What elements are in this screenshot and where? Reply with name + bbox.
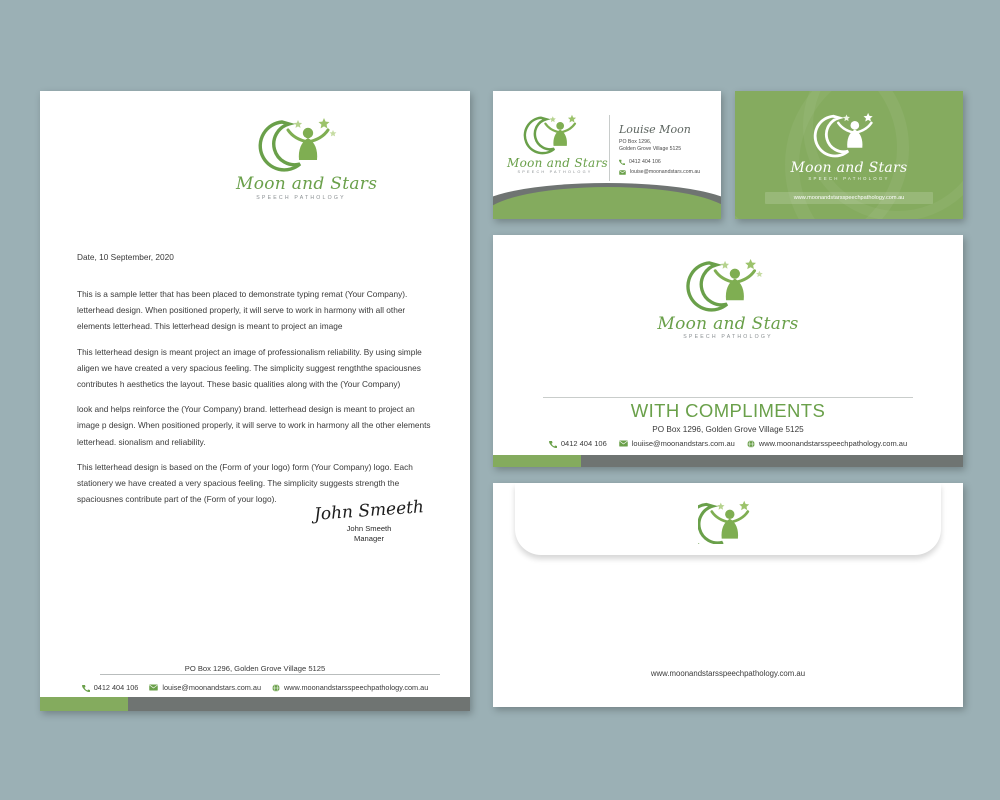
email-icon — [619, 440, 628, 447]
letterhead-signature-block — [304, 497, 434, 544]
footer-bar-green — [493, 455, 581, 467]
globe-icon — [272, 684, 280, 692]
envelope-website: www.moonandstarsspeechpathology.com.au — [650, 669, 806, 678]
letterhead-paragraph: This is a sample letter that has been placed to demonstrate typing remat (Your Company). letterhead design. When positioned properly, it will serve to work in harmony with all other elements letterhead. This letterhead design is meant to project an image — [77, 289, 408, 332]
compliments-email-item — [619, 439, 735, 448]
compliments-logo — [493, 257, 963, 340]
signature-name: John Smeeth — [346, 524, 392, 533]
letterhead-contact-row — [40, 683, 470, 692]
card-email: louise@moonandstars.com.au — [630, 169, 701, 175]
letterhead-date: Date, 10 September, 2020 — [77, 252, 174, 262]
phone-icon — [549, 440, 557, 448]
moon-and-stars-logo-icon — [236, 116, 366, 172]
compliments-footer-bar — [493, 455, 963, 467]
card-contact-name: Louise Moon — [619, 123, 691, 136]
letterhead-address — [40, 664, 470, 673]
card-email-row — [619, 167, 700, 177]
business-card-front — [493, 91, 721, 219]
moon-and-stars-logo-icon — [795, 111, 903, 158]
compliments-address: PO Box 1296, Golden Grove Village 5125 — [652, 425, 804, 434]
card-contact-rows — [619, 157, 700, 177]
card-front-tagline: SPEECH PATHOLOGY — [517, 170, 593, 174]
letterhead-logo-tagline: SPEECH PATHOLOGY — [256, 195, 346, 201]
moon-and-stars-logo-icon — [698, 499, 758, 544]
card-address-line2: Golden Grove Village 5125 — [619, 146, 682, 153]
card-address — [619, 139, 681, 154]
compliments-email: louiise@moonandstars.com.au — [631, 439, 735, 448]
footer-bar-grey — [128, 697, 470, 711]
phone-icon — [82, 684, 90, 692]
compliments-phone-item — [549, 439, 607, 448]
card-back-logo — [735, 111, 963, 181]
email-icon — [619, 170, 626, 175]
letterhead-footer-bar — [40, 697, 470, 711]
compliments-contact-row — [493, 439, 963, 448]
signature-mark: John Smeeth — [313, 497, 425, 525]
email-icon — [149, 684, 158, 691]
compliments-rule — [543, 397, 913, 398]
letterhead-logo-wordmark: Moon and Stars — [236, 174, 378, 194]
letterhead-website: www.moonandstarsspeechpathology.com.au — [284, 683, 429, 692]
letterhead-paragraph: look and helps reinforce the (Your Company) brand. letterhead design is meant to project an image p design. When positioned properly, it will serve to work in harmony all the other elements letterhead. sionalism and reliability. — [77, 404, 431, 447]
letterhead-email-item — [149, 683, 261, 692]
card-address-line1: PO Box 1296, — [619, 139, 652, 145]
letterhead-paragraph: This letterhead design is based on the (Form of your logo) form (Your Company) logo. Each stationery we have created a very spacious feeling. The simplicity suggests strength the spaciousnes contribute part of the (Form of your logo). — [77, 461, 413, 505]
letterhead-footer-rule — [100, 674, 440, 675]
footer-bar-grey — [581, 455, 963, 467]
card-phone-row — [619, 157, 700, 167]
moon-and-stars-logo-icon — [664, 257, 792, 312]
envelope — [493, 483, 963, 707]
letterhead-website-item — [272, 683, 428, 692]
card-back-wordmark: Moon and Stars — [790, 160, 908, 176]
footer-bar-green — [40, 697, 128, 711]
letterhead-phone: 0412 404 106 — [93, 683, 139, 692]
moon-and-stars-logo-icon — [507, 113, 603, 155]
card-back-website: www.moonandstarsspeechpathology.com.au — [765, 192, 933, 204]
signature-title: Manager — [354, 534, 384, 543]
with-compliments-slip — [493, 235, 963, 467]
compliments-tagline: SPEECH PATHOLOGY — [683, 334, 773, 340]
compliments-website: www.moonandstarsspeechpathology.com.au — [758, 439, 908, 448]
compliments-website-item — [747, 439, 907, 448]
letterhead-address-text: PO Box 1296, Golden Grove Village 5125 — [178, 664, 332, 673]
card-back-tagline: SPEECH PATHOLOGY — [808, 176, 890, 181]
letterhead-logo — [236, 116, 378, 201]
envelope-logo — [493, 499, 963, 549]
card-front-wordmark: Moon and Stars — [507, 156, 608, 170]
card-front-logo — [507, 113, 608, 174]
letterhead-body — [77, 286, 435, 516]
letterhead-sheet — [40, 91, 470, 711]
compliments-wordmark: Moon and Stars — [657, 314, 799, 334]
letterhead-paragraph: This letterhead design is meant project an image of professionalism reliability. By using simple aligen we have created a very spacious feeling. The simplicity suggest rengththe spaciousnes contributes h aesthetics the layout. These basic qualities along with the (Your Company) — [77, 346, 422, 390]
business-card-back — [735, 91, 963, 219]
card-divider — [609, 115, 610, 181]
letterhead-email: louise@moonandstars.com.au — [162, 683, 262, 692]
phone-icon — [619, 159, 625, 165]
compliments-title: WITH COMPLIMENTS — [630, 400, 826, 421]
compliments-phone: 0412 404 106 — [560, 439, 607, 448]
globe-icon — [747, 440, 755, 448]
letterhead-phone-item — [82, 683, 139, 692]
card-phone: 0412 404 106 — [629, 159, 661, 165]
